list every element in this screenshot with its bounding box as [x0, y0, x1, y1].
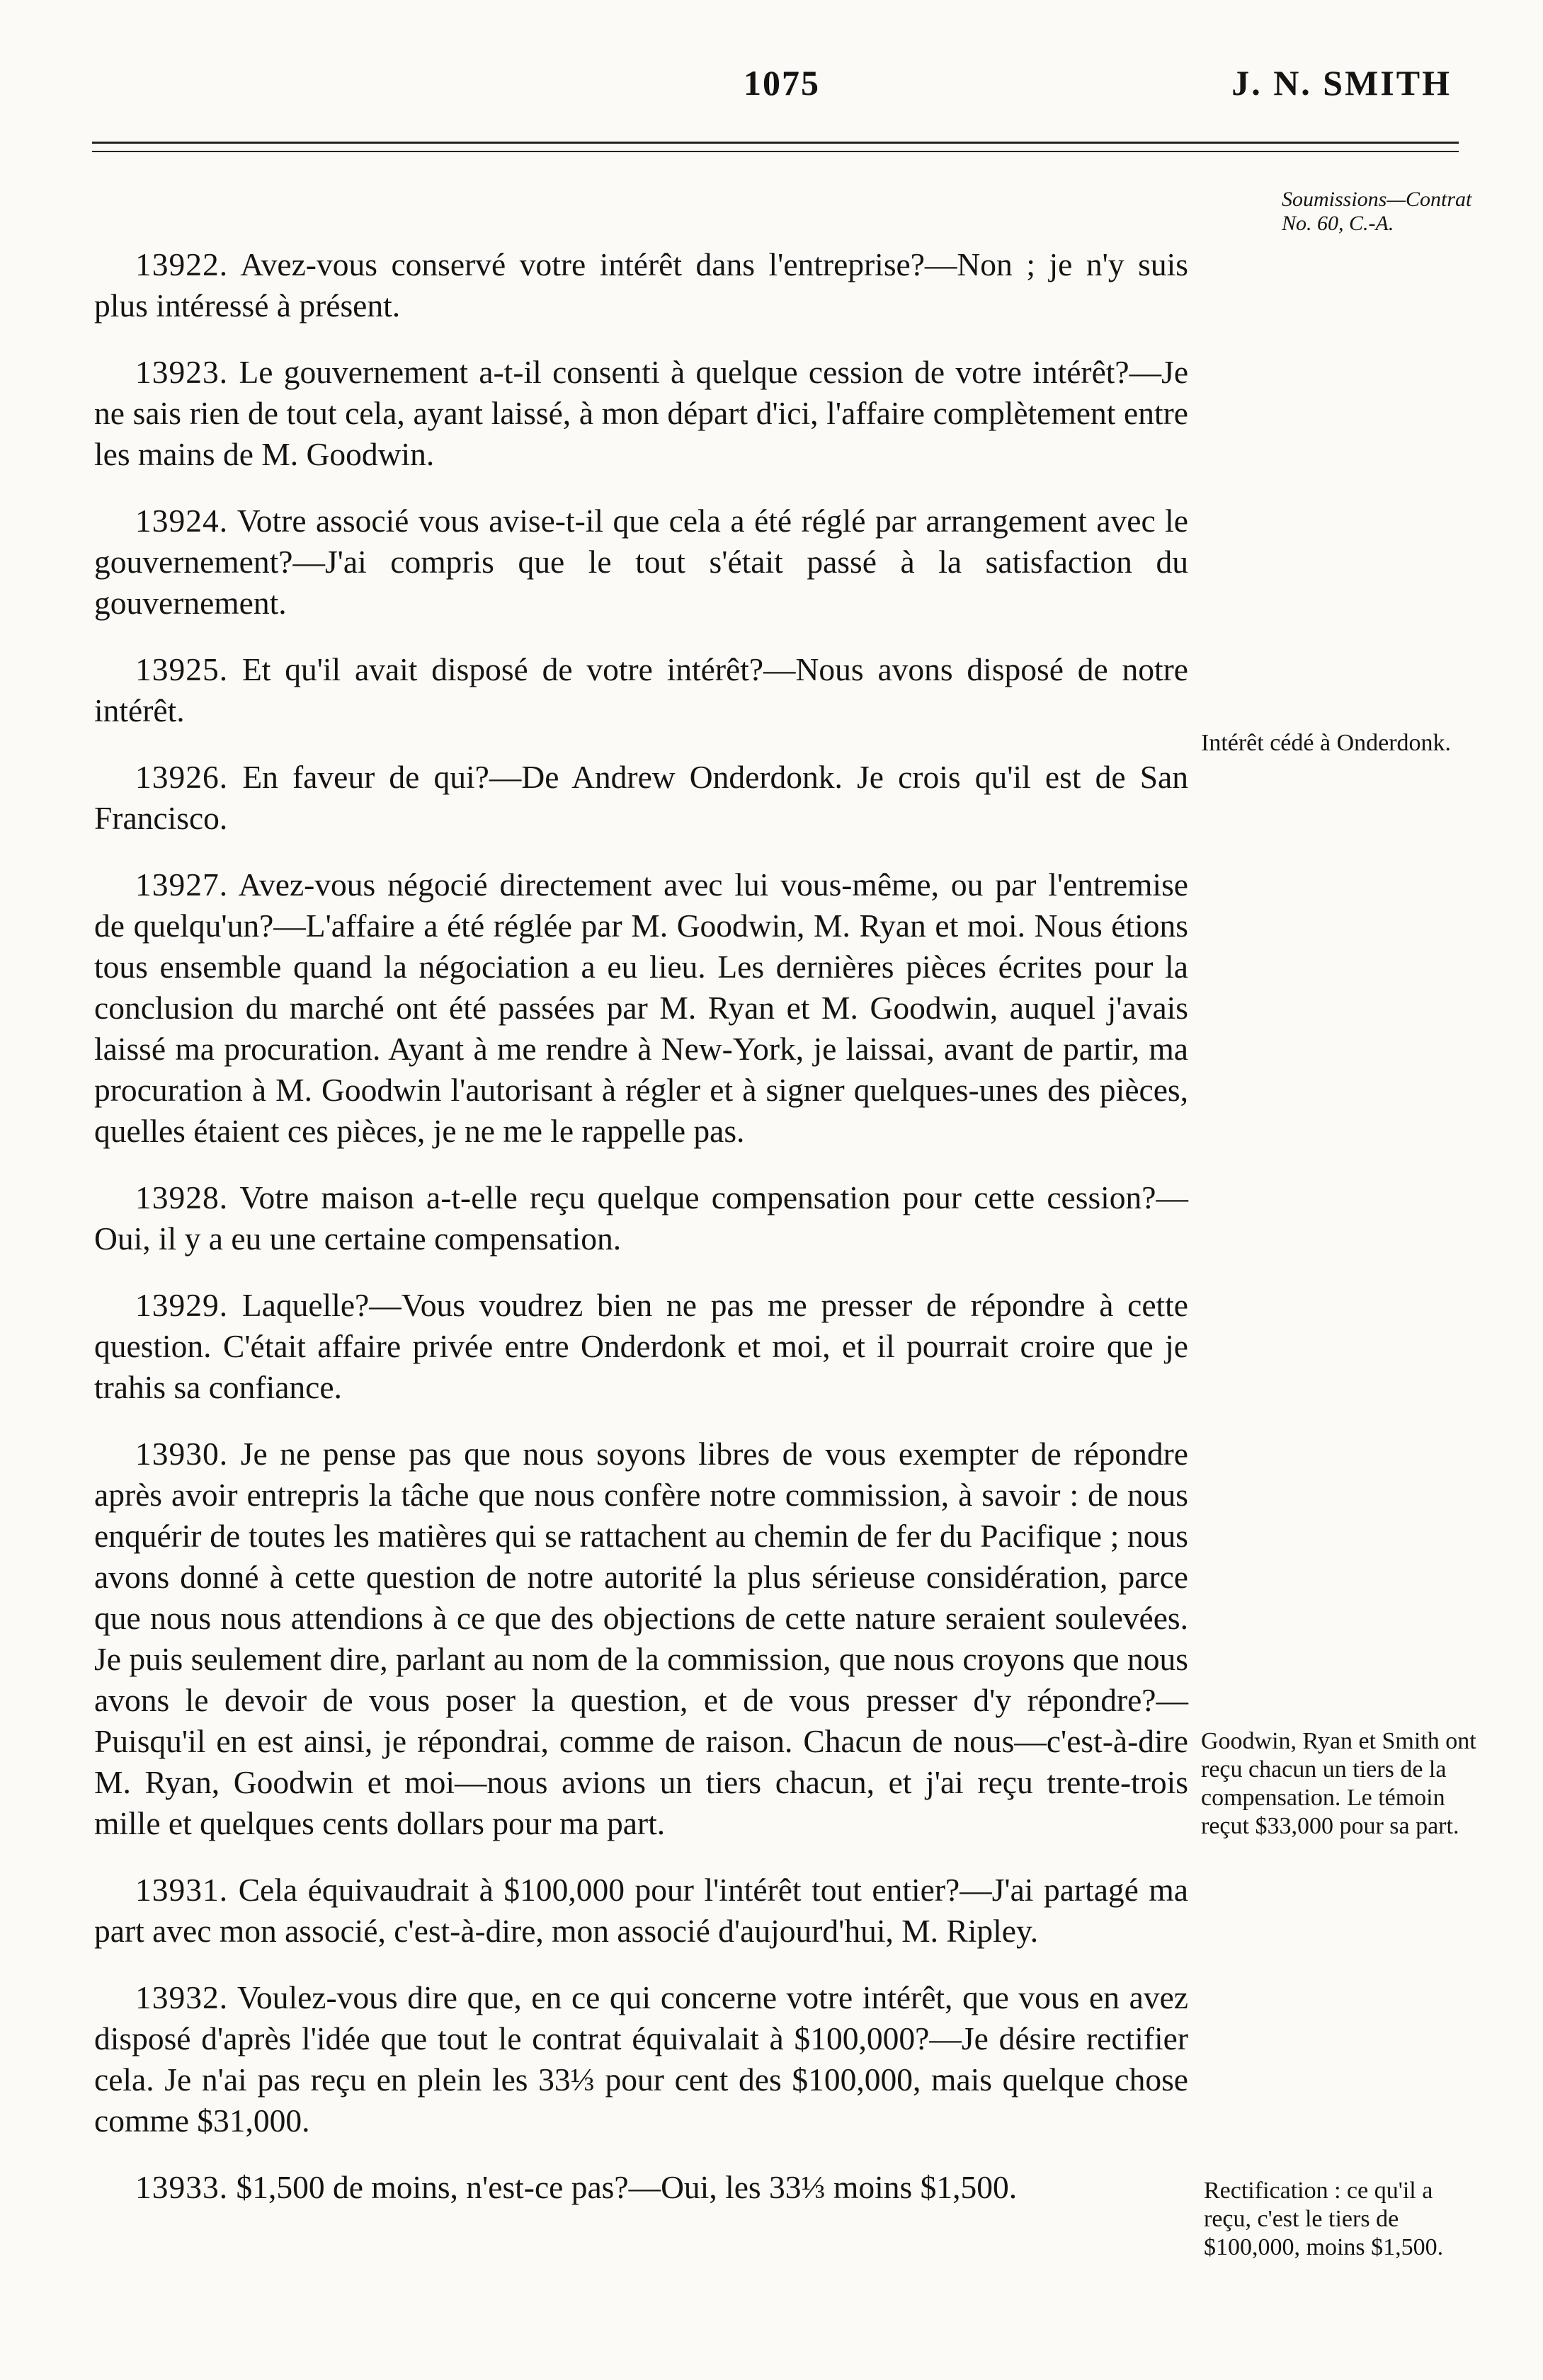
question-13928 [94, 1177, 1188, 1259]
margin-note-rectification: Rectification : ce qu'il a reçu, c'est le tiers de $100,000, moins $1,500. [1204, 2178, 1444, 2260]
page-header [92, 62, 1459, 119]
margin-note-contract: Soumissions—Contrat No. 60, C.-A. [1282, 188, 1472, 235]
question-text: Le gouvernement a-t-il consenti à quelque cession de votre intérêt?—Je ne sais rien de tout cela, ayant laissé, à mon départ d'ici, l'affaire complètement entre les mains de M. Goodwin. [94, 354, 1189, 472]
question-text: Avez-vous négocié directement avec lui vous-même, ou par l'entremise de quelqu'un?—L'affaire a été réglée par M. Goodwin, M. Ryan et moi. Nous étions tous ensemble quand la négociation a eu lieu. Les dernières pièces écrites pour la conclusion du marché ont été passées par M. Ryan et M. Goodwin, auquel j'avais laissé ma procuration. Ayant à me rendre à New-York, je laissai, avant de partir, ma procuration à M. Goodwin l'autorisant à régler et à signer quelques-unes des pièces, quelles étaient ces pièces, je ne me le rappelle pas. [94, 866, 1188, 1149]
running-head: J. N. SMITH [1231, 63, 1452, 103]
question-number: 13925. [135, 651, 229, 687]
question-text: En faveur de qui?—De Andrew Onderdonk. Je crois qu'il est de San Francisco. [94, 759, 1189, 836]
margin-note-compensation: Goodwin, Ryan et Smith ont reçu chacun un tiers de la compensation. Le témoin reçut $33,000 pour sa part. [1201, 1728, 1476, 1839]
question-number: 13931. [135, 1872, 229, 1908]
question-13922 [94, 244, 1188, 326]
question-text: Cela équivaudrait à $100,000 pour l'intérêt tout entier?—J'ai partagé ma part avec mon associé, c'est-à-dire, mon associé d'aujourd'hui, M. Ripley. [94, 1872, 1189, 1949]
question-number: 13926. [135, 759, 229, 795]
question-number: 13923. [135, 354, 229, 390]
page-number: 1075 [744, 63, 820, 103]
testimony-body [94, 244, 1188, 2233]
question-number: 13932. [135, 1979, 229, 2015]
question-number: 13933. [135, 2169, 229, 2205]
question-text: $1,500 de moins, n'est-ce pas?—Oui, les 33⅓ moins $1,500. [236, 2169, 1018, 2205]
question-13924 [94, 500, 1188, 624]
question-text: Je ne pense pas que nous soyons libres de vous exempter de répondre après avoir entrepris la tâche que nous confère notre commission, à savoir : de nous enquérir de toutes les matières qui se rattachent au chemin de fer du Pacifique ; nous avons donné à cette question de notre autorité la plus sérieuse considération, parce que nous nous attendions à ce que des objections de cette nature seraient soulevées. Je puis seulement dire, parlant au nom de la commission, que nous croyons que nous avons le devoir de vous poser la question, et de vous presser d'y répondre?—Puisqu'il en est ainsi, je répondrai, comme de raison. Chacun de nous—c'est-à-dire M. Ryan, Goodwin et moi—nous avions un tiers chacun, et j'ai reçu trente-trois mille et quelques cents dollars pour ma part. [94, 1436, 1189, 1841]
question-text: Et qu'il avait disposé de votre intérêt?—Nous avons disposé de notre intérêt. [94, 651, 1188, 728]
header-rule [92, 142, 1459, 144]
question-text: Votre associé vous avise-t-il que cela a été réglé par arrangement avec le gouvernement?—J'ai compris que le tout s'était passé à la satisfaction du gouvernement. [94, 503, 1188, 621]
question-number: 13924. [135, 503, 229, 539]
question-13932 [94, 1977, 1188, 2141]
question-text: Laquelle?—Vous voudrez bien ne pas me presser de répondre à cette question. C'était affaire privée entre Onderdonk et moi, et il pourrait croire que je trahis sa confiance. [94, 1287, 1188, 1405]
question-number: 13929. [135, 1287, 229, 1323]
question-13930 [94, 1434, 1188, 1844]
question-13929 [94, 1285, 1188, 1408]
question-number: 13928. [135, 1179, 229, 1215]
question-13931 [94, 1870, 1188, 1952]
header-rule-thin [92, 151, 1459, 152]
question-13926 [94, 757, 1188, 839]
question-13933 [94, 2167, 1188, 2208]
question-text: Avez-vous conservé votre intérêt dans l'entreprise?—Non ; je n'y suis plus intéressé à présent. [94, 246, 1188, 324]
question-13925 [94, 649, 1188, 731]
question-number: 13930. [135, 1436, 229, 1472]
question-text: Voulez-vous dire que, en ce qui concerne votre intérêt, que vous en avez disposé d'après l'idée que tout le contrat équivalait à $100,000?—Je désire rectifier cela. Je n'ai pas reçu en plein les 33⅓ pour cent des $100,000, mais quelque chose comme $31,000. [94, 1979, 1188, 2139]
question-13923 [94, 352, 1188, 475]
question-number: 13922. [135, 246, 229, 282]
question-number: 13927. [135, 866, 229, 903]
question-text: Votre maison a-t-elle reçu quelque compensation pour cette cession?—Oui, il y a eu une certaine compensation. [94, 1179, 1188, 1257]
question-13927 [94, 864, 1188, 1152]
margin-note-onderdonk: Intérêt cédé à Onderdonk. [1201, 730, 1452, 756]
